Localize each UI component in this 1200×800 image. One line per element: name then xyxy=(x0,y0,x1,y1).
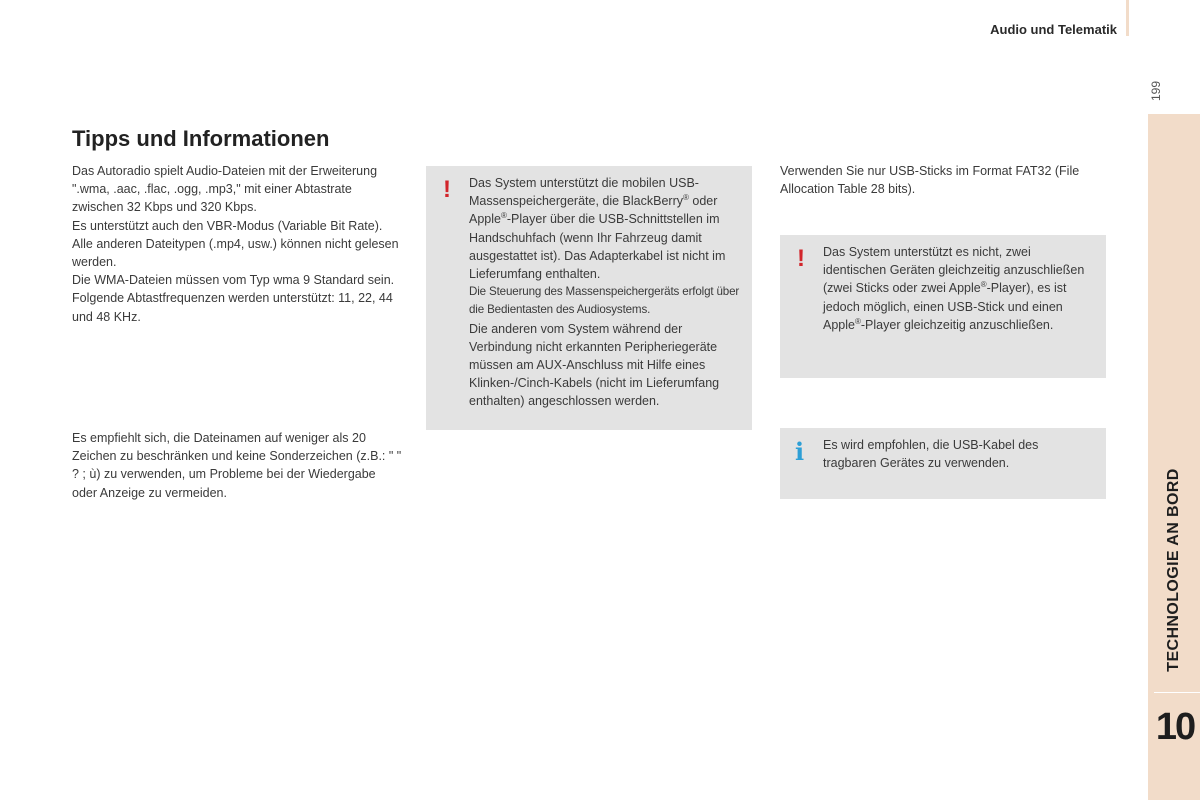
exclamation-icon: ! xyxy=(443,176,451,203)
usb-warning-p1-a: Das System unterstützt die mobilen USB-Massenspeichergeräte, die BlackBerry xyxy=(469,176,699,209)
text-fat32: Verwenden Sie nur USB-Sticks im Format FAT32 (File Allocation Table 28 bits). xyxy=(780,164,1080,197)
text-formats: Das Autoradio spielt Audio-Dateien mit der Erweiterung ".wma, .aac, .flac, .ogg, .mp3," mit einer Abtastrate zwischen 32 Kbps und 320 Kbps. xyxy=(72,164,378,215)
header-rule xyxy=(1126,0,1129,36)
usb-warning-text xyxy=(469,174,747,411)
filename-paragraph xyxy=(72,429,402,502)
registered-mark: ® xyxy=(980,280,987,290)
text-wma: Die WMA-Dateien müssen vom Typ wma 9 Standard sein. xyxy=(72,273,395,288)
usb-warning-p3: Die anderen vom System während der Verbindung nicht erkannten Peripheriegeräte müssen am AUX-Anschluss mit Hilfe eines Klinken-/Cinch-Kabels (nicht im Lieferumfang enthalten) angeschlossen werden. xyxy=(469,321,720,409)
audio-format-paragraph xyxy=(72,162,402,326)
text-vbr: Es unterstützt auch den VBR-Modus (Variable Bit Rate). xyxy=(72,218,383,233)
devices-warning-a: Das System unterstützt es nicht, zwei identischen Geräten gleichzeitig anzuschließen (zwei Sticks oder zwei Apple xyxy=(823,245,1085,296)
cable-info-box xyxy=(780,428,1106,499)
registered-mark: ® xyxy=(683,193,689,203)
devices-warning-box xyxy=(780,235,1106,378)
chapter-divider xyxy=(1154,692,1200,693)
devices-warning-b: -Player), es ist jedoch möglich, einen USB-Stick und einen Apple xyxy=(823,281,1067,332)
usb-warning-p1-b: oder Apple xyxy=(469,194,718,227)
text-filenames: Es empfiehlt sich, die Dateinamen auf weniger als 20 Zeichen zu beschränken und keine Sonderzeichen (z.B.: " " ? ; ù) zu verwenden, um Probleme bei der Wiedergabe oder Anzeige zu vermeiden. xyxy=(72,431,402,500)
usb-warning-p1-c: -Player über die USB-Schnittstellen im Handschuhfach (wenn Ihr Fahrzeug damit ausgestattet ist). Das Adapterkabel ist nicht im Lieferumfang enthalten. xyxy=(469,212,726,282)
running-header: Audio und Telematik xyxy=(990,22,1117,37)
chapter-label: TECHNOLOGIE AN BORD xyxy=(1165,468,1182,672)
usb-warning-p1 xyxy=(469,174,747,283)
exclamation-icon: ! xyxy=(797,245,805,272)
devices-warning-text xyxy=(823,243,1085,334)
fat32-paragraph xyxy=(780,162,1110,198)
usb-warning-box xyxy=(426,166,752,430)
registered-mark: ® xyxy=(500,211,507,221)
section-title: Tipps und Informationen xyxy=(72,126,330,151)
cable-info-line: Es wird empfohlen, die USB-Kabel des tragbaren Gerätes zu verwenden. xyxy=(823,438,1039,471)
cable-info-text xyxy=(823,436,1085,472)
registered-mark: ® xyxy=(854,316,861,326)
usb-warning-p2: Die Steuerung des Massenspeichergeräts erfolgt über die Bedientasten des Audiosystems. xyxy=(469,285,740,317)
page-number: 199 xyxy=(1149,80,1163,101)
devices-warning-c: -Player gleichzeitig anzuschließen. xyxy=(860,317,1054,332)
info-icon: i xyxy=(795,437,805,466)
chapter-number: 10 xyxy=(1155,706,1195,748)
text-other-types: Alle anderen Dateitypen (.mp4, usw.) können nicht gelesen werden. xyxy=(72,236,399,270)
text-frequencies: Folgende Abtastfrequenzen werden unterstützt: 11, 22, 44 und 48 KHz. xyxy=(72,291,393,324)
